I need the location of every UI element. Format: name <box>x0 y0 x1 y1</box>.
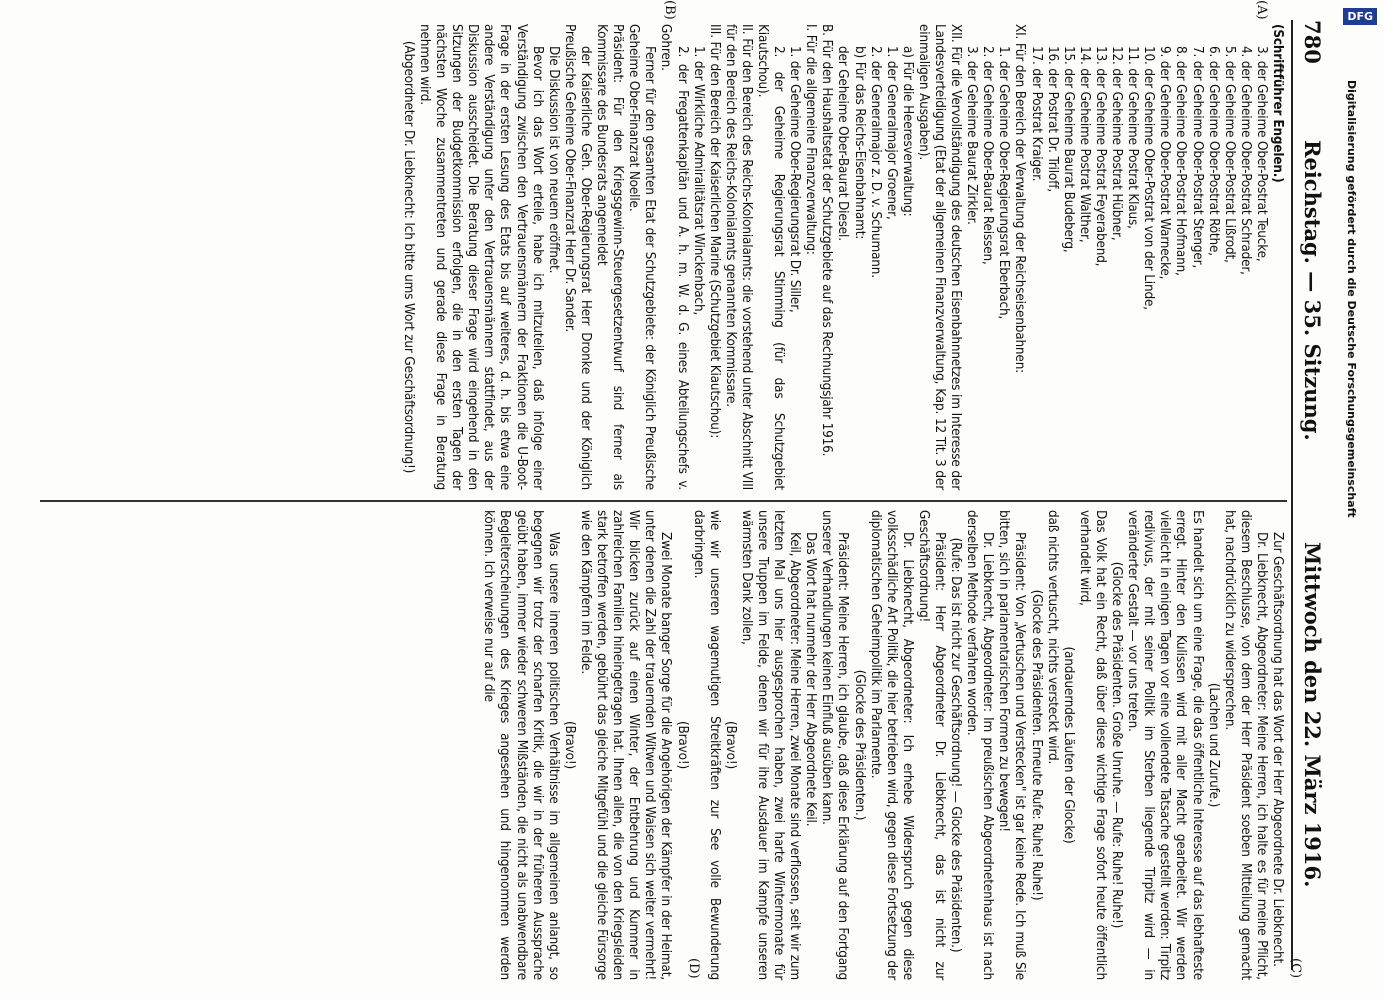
left-paragraph: 14. der Geheime Postrat Walther, <box>1076 46 1092 243</box>
left-paragraph: III. Für den Bereich der Kaiserlichen Marine (Schutzgebiet Kiautschou): <box>706 24 722 439</box>
margin-marker-b: (B) <box>662 0 677 20</box>
header-date: Mittwoch den 22. März 1916. <box>1300 542 1325 888</box>
left-paragraph: 8. der Geheime Ober-Postrat Hofmann, <box>1173 46 1189 276</box>
margin-marker-a: (A) <box>1254 0 1269 20</box>
right-paragraph: daß nichts vertuscht, nichts versteckt wird. <box>1044 510 1060 765</box>
right-paragraph: (Bravo!) <box>561 720 577 770</box>
right-paragraph: (Glocke des Präsidenten. Erneute Rufe: Ruhe! Ruhe!) <box>1028 589 1044 901</box>
left-paragraph: 12. der Geheime Postrat Hübner, <box>1109 46 1125 241</box>
left-paragraph: 3. der Geheime Ober-Postrat Teucke, <box>1253 46 1269 262</box>
left-paragraph: a) Für die Heeresverwaltung: <box>899 46 915 217</box>
margin-marker-c: (C) <box>1288 958 1303 979</box>
left-paragraph: 2. der Generalmajor z. D. v. Schumann. <box>867 46 883 278</box>
left-paragraph: Präsident: Für den Kriegsgewinn-Steuergesetzentwurf sind ferner als Kommissare des Bundesrats angemeldet <box>594 24 626 490</box>
left-paragraph: 13. der Geheime Postrat Feyerabend, <box>1092 46 1108 267</box>
left-paragraph: 16. der Postrat Dr. Triloff, <box>1044 46 1060 192</box>
right-paragraph: Präsident: Von „Vertuschen und Verstecken" ist gar keine Rede. Ich muß Sie bitten, sich in parlamentarischen Formen zu bewegen! <box>996 510 1028 980</box>
header-session: Reichstag. — 35. Sitzung. <box>1300 140 1325 441</box>
left-paragraph: XII. Für die Vervollständigung des deutschen Eisenbahnnetzes im Interesse der Landesverteidigung (Etat der allgemeinen Finanzverwaltung, Kap. 12 Tit. 3 der einmaligen Ausgaben). <box>915 24 964 490</box>
dfg-logo: DFG <box>1343 8 1377 25</box>
right-paragraph: wie wir unseren wagemutigen Streitkräften zur See volle Bewunderung darbringen. <box>690 510 722 980</box>
left-paragraph: b) Für das Reichs-Eisenbahnamt: <box>851 46 867 240</box>
left-column <box>400 24 1285 490</box>
left-paragraph: XI. Für den Bereich der Verwaltung der Reichseisenbahnen: <box>1012 24 1028 374</box>
right-paragraph: Zur Geschäftsordnung hat das Wort der Herr Abgeordnete Dr. Liebknecht. <box>1270 532 1285 967</box>
right-paragraph: Was unsere inneren politischen Verhältnisse im allgemeinen anlangt, so begegnen wir trotz der scharfen Kritik, die wir in der früheren Aussprache geübt haben, immer wieder schweren Mißständen, die nicht als unabwendbare Begleiterscheinungen des Krieges angesehen und hingenommen werden können. Ich verweise nur auf die <box>481 510 561 980</box>
right-paragraph: Dr. Liebknecht, Abgeordneter: Ich erhebe Widerspruch gegen diese volksschädliche Art Politik, die hier betrieben wird, gegen diese Fortsetzung der diplomatischen Geheimpolitik im Parlamente. <box>867 510 915 980</box>
left-paragraph: 2. der Fregattenkapitän und A. h. m. W. d. G. eines Abteilungschefs v. Gohren. <box>658 24 690 490</box>
column-divider <box>40 500 1287 502</box>
right-paragraph: Zwei Monate banger Sorge für die Angehörigen der Kämpfer in der Heimat, unter denen die Zahl der trauernden Witwen und Waisen sich weiter vermehrt! Wir blicken zurück auf einen Winter, der Entbehrung und Kummer in zahlreichen Familien hineingetragen hat. Ihnen allen, die von den Kriegsleiden stark betroffen werden, gebührt das gleiche Mitgefühl und die gleiche Fürsorge wie den Kämpfern im Felde. <box>577 510 674 980</box>
left-paragraph: II. Für den Bereich des Reichs-Kolonialamts: die vorstehend unter Abschnitt VIII für den Bereich des Reichs-Kolonialamts genannten Kommissare. <box>722 24 754 490</box>
left-paragraph: 2. der Geheime Ober-Baurat Reissen, <box>980 46 996 265</box>
left-paragraph: der Geheime Ober-Baurat Diesel. <box>835 46 851 241</box>
right-paragraph: Keil, Abgeordneter: Meine Herren, zwei Monate sind verflossen, seit wir zum letzten Mal uns hier ausgesprochen haben, zwei harte Wintermonate für unsere Truppen im Felde, denen wir für ihre Ausdauer im Kampfe unseren wärmsten Dank zollen, <box>738 510 803 980</box>
right-paragraph: Es handelt sich um eine Frage, die das öffentliche Interesse auf das lebhafteste erregt. Hinter den Kulissen wird mit aller Macht gearbeitet. Wir werden vielleicht in einigen Tagen vor eine vollendete Tatsache gestellt werden: Tirpitz redivivus, der mit seiner Politik im Sterben liegende Tirpitz wird — in veränderter Gestalt — vor uns treten. <box>1125 510 1205 980</box>
left-paragraph: 6. der Geheime Ober-Postrat Röthe, <box>1205 46 1221 256</box>
right-paragraph: Dr. Liebknecht, Abgeordneter: Im preußischen Abgeordnetenhaus ist nach derselben Methode verfahren worden. <box>964 510 996 980</box>
right-paragraph: (andauerndes Läuten der Glocke) <box>1060 646 1076 844</box>
left-paragraph: 2. der Geheime Regierungsrat Stimming (für das Schutzgebiet Kiautschou). <box>755 24 787 490</box>
left-paragraph: 1. der Generalmajor Groener, <box>883 46 899 220</box>
right-paragraph: (Glocke des Präsidenten. Große Unruhe. — Rufe: Ruhe! Ruhe!) <box>1109 561 1125 929</box>
left-paragraph: Die Diskussion ist von neuem eröffnet. <box>545 46 561 274</box>
header-rule <box>1291 20 1293 970</box>
left-paragraph: I. Für die allgemeine Finanzverwaltung: <box>803 24 819 255</box>
left-paragraph: Ferner für den gesamten Etat der Schutzgebiete: der Königlich Preußische Geheime Ober-Finanzrat Noelle. <box>626 24 658 490</box>
margin-marker-d: (D) <box>686 958 701 979</box>
page-number: 780 <box>1300 20 1325 64</box>
left-paragraph: 9. der Geheime Ober-Postrat Warnecke, <box>1157 46 1173 280</box>
left-paragraph: 7. der Geheime Ober-Postrat Stenger, <box>1189 46 1205 269</box>
left-paragraph: B. Für den Haushaltsetat der Schutzgebiete auf das Rechnungsjahr 1916. <box>819 24 835 457</box>
right-paragraph: (Lachen und Zurufe.) <box>1205 682 1221 808</box>
right-paragraph: (Glocke des Präsidenten.) <box>851 669 867 821</box>
right-paragraph: (Rufe: Das ist nicht zur Geschäftsordnung! — Glocke des Präsidenten.) <box>948 537 964 953</box>
right-paragraph: Präsident: Herr Abgeordneter Dr. Liebknecht, das ist nicht zur Geschäftsordnung! <box>915 510 948 980</box>
digitization-note: Digitalisierung gefördert durch die Deutsche Forschungsgemeinschaft <box>1345 80 1358 518</box>
right-column <box>480 510 1285 980</box>
right-paragraph: Das Wort hat nunmehr der Herr Abgeordnete Keil. <box>803 532 819 827</box>
right-paragraph: Präsident: Meine Herren, ich glaube, daß diese Erklärung auf den Fortgang unserer Verhandlungen keinen Einfluß ausüben kann. <box>819 510 851 980</box>
left-paragraph: 17. der Postrat Kraiger. <box>1028 46 1044 182</box>
left-paragraph: 10. der Geheime Ober-Postrat von der Linde, <box>1141 46 1157 310</box>
left-paragraph: 11. der Geheime Postrat Klaus, <box>1125 46 1141 229</box>
right-paragraph: Das Volk hat ein Recht, daß über diese wichtige Frage sofort heute öffentlich verhandelt wird, <box>1076 510 1108 980</box>
left-paragraph: 1. der Wirkliche Admiralitätsrat Winckenbach, <box>690 46 706 316</box>
left-paragraph: 1. der Geheime Ober-Regierungsrat Dr. Siller, <box>787 46 803 313</box>
right-paragraph: Dr. Liebknecht, Abgeordneter: Meine Herren, ich halte es für meine Pflicht, diesem Beschlusse, von dem der Herr Präsident soeben Mitteilung gemacht hat, nachdrücklich zu widersprechen. <box>1221 510 1269 980</box>
right-paragraph: (Bravo!) <box>722 720 738 770</box>
left-paragraph: 1. der Geheime Ober-Regierungsrat Eberbach, <box>996 46 1012 320</box>
left-paragraph: (Schriftführer Engelen.) <box>1270 24 1285 183</box>
left-paragraph: 5. der Geheime Ober-Postrat Lißrodt, <box>1221 46 1237 263</box>
left-paragraph: (Abgeordneter Dr. Liebknecht: Ich bitte ums Wort zur Geschäftsordnung!) <box>400 40 416 474</box>
left-paragraph: 15. der Geheime Baurat Budeberg, <box>1060 46 1076 253</box>
left-paragraph: Bevor ich das Wort erteile, habe ich mitzuteilen, daß infolge einer Verständigung zwischen den Vertrauensmännern der Fraktionen die U-Boot-Frage in der ersten Lesung des Etats bis auf weiteres, d. h. bis etwa eine andere Verständigung unter den Vertrauensmännern stattfindet, aus der Diskussion ausscheidet. Die Beratung dieser Frage wird eingehend in den Sitzungen der Budgetkommission erfolgen, die in den ersten Tagen der nächsten Woche zusammentreten und gerade diese Frage in Beratung nehmen wird. <box>417 24 545 490</box>
running-header <box>1293 20 1325 960</box>
left-paragraph: 4. der Geheime Ober-Postrat Schrader, <box>1237 46 1253 275</box>
right-paragraph: (Bravo!) <box>674 720 690 770</box>
left-paragraph: der Kaiserliche Geh. Ober-Regierungsrat Herr Dronke und der Königlich Preußische Geheime Ober-Finanzrat Herr Dr. Sander. <box>561 24 593 490</box>
left-paragraph: 3. der Geheime Baurat Zirkler. <box>964 46 980 225</box>
